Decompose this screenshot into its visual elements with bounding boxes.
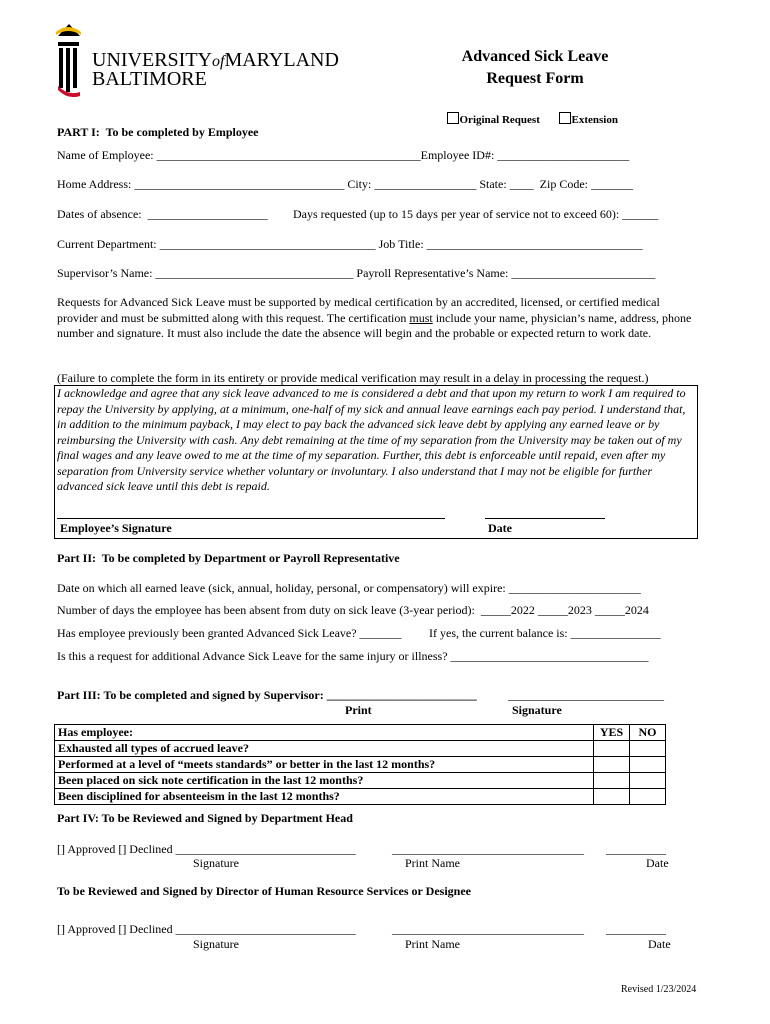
hr-print-field[interactable]: ________________________________ — [392, 922, 584, 936]
dept-head-date-field[interactable]: __________ — [606, 842, 666, 856]
requests-text-2: include your name, physician’s name, address, phone number and signature. It must also include the date the absence will begin and the probable or expected return to work date. — [57, 310, 692, 340]
yes-cell[interactable] — [594, 773, 630, 789]
hr-decision-field[interactable]: [] Approved [] Declined ______________________________ — [57, 922, 356, 936]
current-balance-field[interactable]: If yes, the current balance is: _______________ — [429, 626, 661, 640]
question-cell: Been placed on sick note certification in the last 12 months? — [55, 773, 594, 789]
question-cell: Been disciplined for absenteeism in the last 12 months? — [55, 789, 594, 805]
department-field[interactable]: Current Department: ____________________________________ Job Title: ____________________________________ — [57, 237, 643, 251]
part4-heading: Part IV: To be Reviewed and Signed by Department Head — [57, 811, 353, 825]
employee-date-label: Date — [488, 521, 512, 535]
supervisor-print-label: Print — [345, 703, 372, 717]
svg-text:UNIVERSITYofMARYLAND: UNIVERSITYofMARYLAND — [92, 49, 339, 71]
original-request-label: Original Request — [459, 114, 540, 126]
days-absent-field[interactable]: Number of days the employee has been absent from duty on sick leave (3-year period): _____2022 _____2023 _____2024 — [57, 603, 649, 617]
part3-heading[interactable]: Part III: To be completed and signed by Supervisor: _________________________ — [57, 688, 477, 702]
requests-paragraph — [57, 295, 697, 342]
original-request-option[interactable] — [441, 100, 540, 126]
yes-cell[interactable] — [594, 757, 630, 773]
extension-label: Extension — [571, 114, 618, 126]
employee-name-field[interactable]: Name of Employee: ____________________________________________Employee ID#: ______________________ — [57, 148, 630, 162]
employee-date-line[interactable] — [485, 518, 605, 519]
part1-heading: PART I: To be completed by Employee — [57, 125, 259, 139]
form-title-line2: Request Form — [486, 70, 584, 87]
dept-head-signature-label: Signature — [193, 856, 239, 870]
dept-head-date-label: Date — [646, 856, 669, 870]
table-row — [55, 757, 666, 773]
employee-signature-line[interactable] — [57, 518, 445, 519]
acknowledgement-text: I acknowledge and agree that any sick leave advanced to me is considered a debt and that upon my return to work I am required to repay the University by applying, at a minimum, one-half of my sick and annual leave earnings each pay period. I understand that, in addition to the minimum payback, I may elect to pay back the advanced sick leave debt by applying any earned leave or by reimbursing the University with cash. Any debt remaining at the time of my separation from the University may be taken out of my final wages and any leave owed to me at the time of my separation. Further, this debt is enforceable until repaid, even after my separation from University service whether voluntary or involuntary. I also understand that I may not be eligible for further advanced sick leave until this debt is repaid. — [57, 386, 686, 493]
umb-logo-mark — [56, 22, 339, 100]
supervisor-signature-label: Signature — [512, 703, 562, 717]
yes-cell[interactable] — [594, 741, 630, 757]
umb-logo — [56, 22, 339, 100]
question-cell: Performed at a level of “meets standards” or better in the last 12 months? — [55, 757, 594, 773]
employee-signature-label: Employee’s Signature — [60, 521, 172, 535]
hr-date-label: Date — [648, 937, 671, 951]
revised-date: Revised 1/23/2024 — [621, 984, 697, 995]
hr-print-label: Print Name — [405, 937, 460, 951]
table-row — [55, 789, 666, 805]
question-cell: Has employee: — [55, 725, 594, 741]
question-cell: Exhausted all types of accrued leave? — [55, 741, 594, 757]
days-requested-field[interactable]: Days requested (up to 15 days per year of service not to exceed 60): ______ — [293, 207, 659, 221]
svg-text:BALTIMORE: BALTIMORE — [92, 68, 207, 90]
no-cell[interactable] — [630, 741, 666, 757]
yes-header: YES — [594, 725, 630, 741]
extension-option[interactable] — [553, 100, 618, 126]
dept-head-decision-field[interactable]: [] Approved [] Declined ______________________________ — [57, 842, 356, 856]
yes-cell[interactable] — [594, 789, 630, 805]
hr-date-field[interactable]: __________ — [606, 922, 666, 936]
no-cell[interactable] — [630, 789, 666, 805]
table-row — [55, 741, 666, 757]
failure-note: (Failure to complete the form in its entirety or provide medical verification may result in a delay in processing the request.) — [57, 371, 649, 385]
original-request-checkbox[interactable] — [447, 112, 459, 124]
extension-checkbox[interactable] — [559, 112, 571, 124]
no-header: NO — [630, 725, 666, 741]
leave-expire-field[interactable]: Date on which all earned leave (sick, annual, holiday, personal, or compensatory) will expire: ______________________ — [57, 581, 641, 595]
home-address-field[interactable]: Home Address: ___________________________________ City: _________________ State: ____ Zip Code: _______ — [57, 177, 633, 191]
dept-head-print-field[interactable]: ________________________________ — [392, 842, 584, 856]
no-cell[interactable] — [630, 757, 666, 773]
hr-heading: To be Reviewed and Signed by Director of Human Resource Services or Designee — [57, 884, 471, 898]
previously-granted-field[interactable]: Has employee previously been granted Advanced Sick Leave? _______ — [57, 626, 402, 640]
hr-signature-label: Signature — [193, 937, 239, 951]
table-row — [55, 725, 666, 741]
supervisor-field[interactable]: Supervisor’s Name: _________________________________ Payroll Representative’s Name: ________________________ — [57, 266, 656, 280]
supervisor-signature-field[interactable]: __________________________ — [508, 688, 664, 702]
no-cell[interactable] — [630, 773, 666, 789]
dates-of-absence-field[interactable]: Dates of absence: ____________________ — [57, 207, 268, 221]
part2-heading: Part II: To be completed by Department or Payroll Representative — [57, 551, 400, 565]
form-title-line1: Advanced Sick Leave — [461, 48, 609, 65]
dept-head-print-label: Print Name — [405, 856, 460, 870]
same-injury-field[interactable]: Is this a request for additional Advance Sick Leave for the same injury or illness? _________________________________ — [57, 649, 649, 663]
requests-text-1: Requests for Advanced Sick Leave must be supported by medical certification by an accredited, licensed, or certified medical provider and must be submitted along with this request. The certification — [57, 295, 660, 325]
supervisor-questions-table — [54, 724, 666, 805]
requests-text-must: must — [409, 310, 433, 325]
table-row — [55, 773, 666, 789]
